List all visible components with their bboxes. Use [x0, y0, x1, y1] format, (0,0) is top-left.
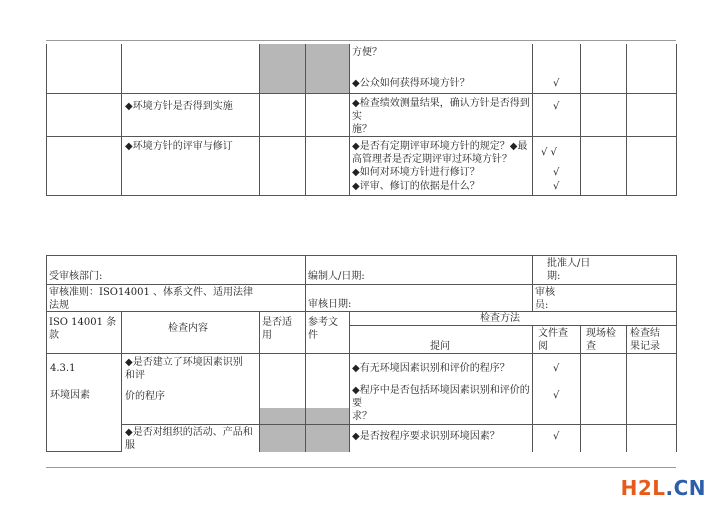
check-mark: √: [553, 431, 560, 442]
content-text: ◆是否建立了环境因素识别 和评: [125, 357, 243, 381]
editor-label: 编制人/日期:: [308, 271, 365, 282]
clause-number: 4.3.1: [50, 363, 76, 374]
clause-name: 环境因素: [50, 390, 90, 401]
col-header-content: 检查内容: [168, 323, 208, 334]
check-mark: √: [553, 180, 560, 192]
col-header-method: 检查方法: [480, 313, 521, 324]
col-header-site-check: 现场检 查: [586, 328, 617, 352]
table-row: [47, 354, 677, 425]
site-logo: H2L.CN: [620, 476, 706, 500]
question-text: ◆公众如何获得环境方针？: [352, 78, 470, 89]
review-date-label: 审核日期:: [308, 299, 352, 310]
bottom-rule: [46, 467, 676, 468]
content-text: 价的程序: [125, 391, 165, 402]
question-text: ◆程序中是否包括环境因素识别和评价的要 求？: [352, 385, 530, 422]
col-header-question: 提问: [430, 341, 451, 352]
check-mark: √: [553, 100, 560, 112]
question-text: ◆是否有定期评审环境方针的规定？◆最高管理者是否定期评审过环境方针？: [352, 140, 528, 165]
auditor-label: 审核 员:: [535, 287, 556, 311]
criteria-label: 审核准则：ISO14001 、体系文件、适用法律 法规: [49, 287, 253, 311]
check-mark: √ √: [541, 146, 557, 158]
item-text: ◆环境方针的评审与修订: [125, 140, 233, 152]
check-mark: √: [553, 390, 560, 401]
col-header-reference: 参考文 件: [308, 317, 339, 341]
check-mark: √: [553, 166, 560, 178]
question-text: ◆是否按程序要求识别环境因素？: [352, 431, 500, 442]
table-row: [47, 93, 677, 136]
header-row: [47, 285, 677, 312]
col-header-clause: ISO 14001 条 款: [49, 317, 117, 341]
col-header-doc-check: 文件查 阅: [538, 328, 569, 352]
table-row: [47, 136, 677, 195]
top-rule: [46, 40, 676, 41]
content-text: ◆是否对组织的活动、产品和 服: [125, 427, 253, 451]
check-mark: √: [553, 363, 560, 374]
dept-label: 受审核部门:: [49, 271, 103, 282]
question-text: ◆检查绩效测量结果，确认方针是否得到实 施？: [352, 97, 530, 135]
table-row: [47, 44, 677, 93]
item-text: ◆环境方针是否得到实施: [125, 100, 233, 112]
header-row: [47, 256, 677, 285]
check-mark: √: [553, 78, 560, 89]
col-header-result: 检查结 果记录: [630, 328, 661, 352]
question-text: ◆有无环境因素识别和评价的程序？: [352, 363, 510, 374]
question-text: 方便？: [352, 47, 382, 58]
approver-label: 批准人/日 期:: [547, 258, 591, 282]
question-text: ◆评审、修订的依据是什么？: [352, 180, 480, 192]
audit-table-bottom: [46, 255, 677, 452]
column-header-row: [47, 312, 677, 326]
question-text: ◆如何对环境方针进行修订？: [352, 166, 480, 178]
col-header-applicable: 是否适 用: [262, 317, 292, 341]
table-row: [47, 425, 677, 452]
audit-table-top: [46, 44, 677, 196]
